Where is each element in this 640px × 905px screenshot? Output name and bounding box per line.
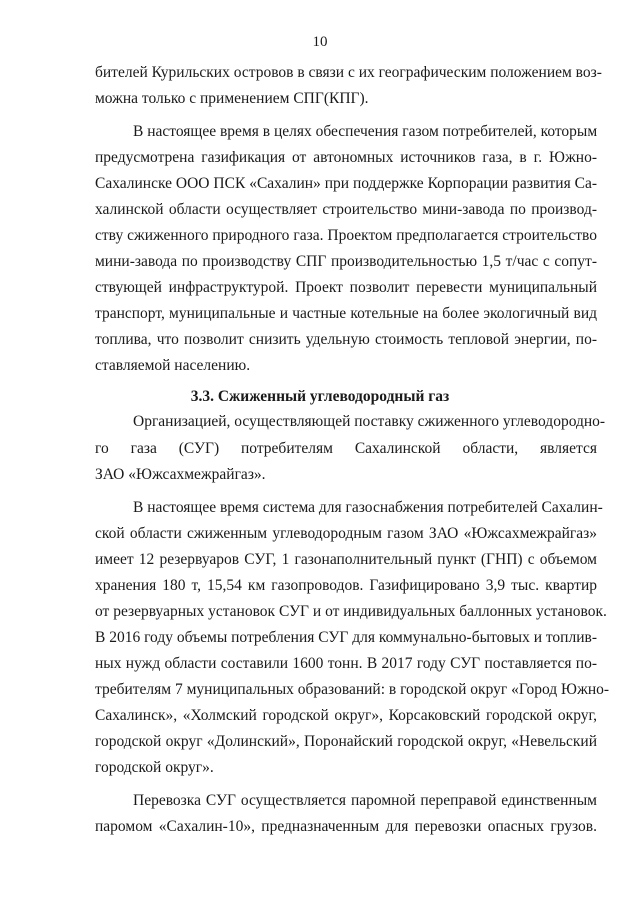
text-line: В настоящее время система для газоснабжения потребителей Сахалин- <box>133 499 603 516</box>
page-number: 10 <box>312 34 328 50</box>
text-line: халинской области осуществляет строительство мини-завода по производ- <box>95 201 597 218</box>
text-line: ставляемой населению. <box>95 357 251 374</box>
text-line: городской округ». <box>95 759 214 776</box>
text-line: топлива, что позволит снизить удельную стоимость тепловой энергии, по- <box>95 331 597 348</box>
text-line: транспорт, муниципальные и частные котельные на более экологичный вид <box>95 305 597 322</box>
text-line: можна только с применением СПГ(КПГ). <box>95 90 369 107</box>
text-line: ствующей инфраструктурой. Проект позволит перевести муниципальный <box>95 279 597 296</box>
text-line: имеет 12 резервуаров СУГ, 1 газонаполнительный пункт (ГНП) с объемом <box>95 551 597 568</box>
text-line: Перевозка СУГ осуществляется паромной переправой единственным <box>133 792 597 809</box>
text-line: ству сжиженного природного газа. Проектом предполагается строительство <box>95 227 597 244</box>
section-heading: 3.3. Сжиженный углеводородный газ <box>190 388 450 405</box>
text-line: В 2016 году объемы потребления СУГ для коммунально-бытовых и топлив- <box>95 629 597 646</box>
text-line: го газа (СУГ) потребителям Сахалинской области, является <box>95 440 597 457</box>
text-line: требителям 7 муниципальных образований: в городской округ «Город Южно- <box>95 681 610 698</box>
text-line: хранения 180 т, 15,54 км газопроводов. Газифицировано 3,9 тыс. квартир <box>95 577 597 594</box>
text-line: ных нужд области составили 1600 тонн. В 2017 году СУГ поставляется по- <box>95 655 597 672</box>
text-line: В настоящее время в целях обеспечения газом потребителей, которым <box>133 123 598 140</box>
text-line: предусмотрена газификация от автономных источников газа, в г. Южно- <box>95 149 597 166</box>
text-line: ской области сжиженным углеводородным газом ЗАО «Южсахмежрайгаз» <box>95 525 597 542</box>
text-line: паромом «Сахалин-10», предназначенным для перевозки опасных грузов. <box>95 818 597 835</box>
text-line: Сахалинск», «Холмский городской округ», Корсаковский городской округ, <box>95 707 597 724</box>
text-line: бителей Курильских островов в связи с их географическим положением воз- <box>95 64 602 81</box>
text-line: городской округ «Долинский», Поронайский городской округ, «Невельский <box>95 733 597 750</box>
text-line: ЗАО «Южсахмежрайгаз». <box>95 466 266 483</box>
text-line: от резервуарных установок СУГ и от индивидуальных баллонных установок. <box>95 603 607 620</box>
text-line: Организацией, осуществляющей поставку сжиженного углеводородно- <box>133 413 606 430</box>
text-line: мини-завода по производству СПГ производительностью 1,5 т/час с сопут- <box>95 253 597 270</box>
text-line: Сахалинске ООО ПСК «Сахалин» при поддержке Корпорации развития Са- <box>95 175 597 192</box>
